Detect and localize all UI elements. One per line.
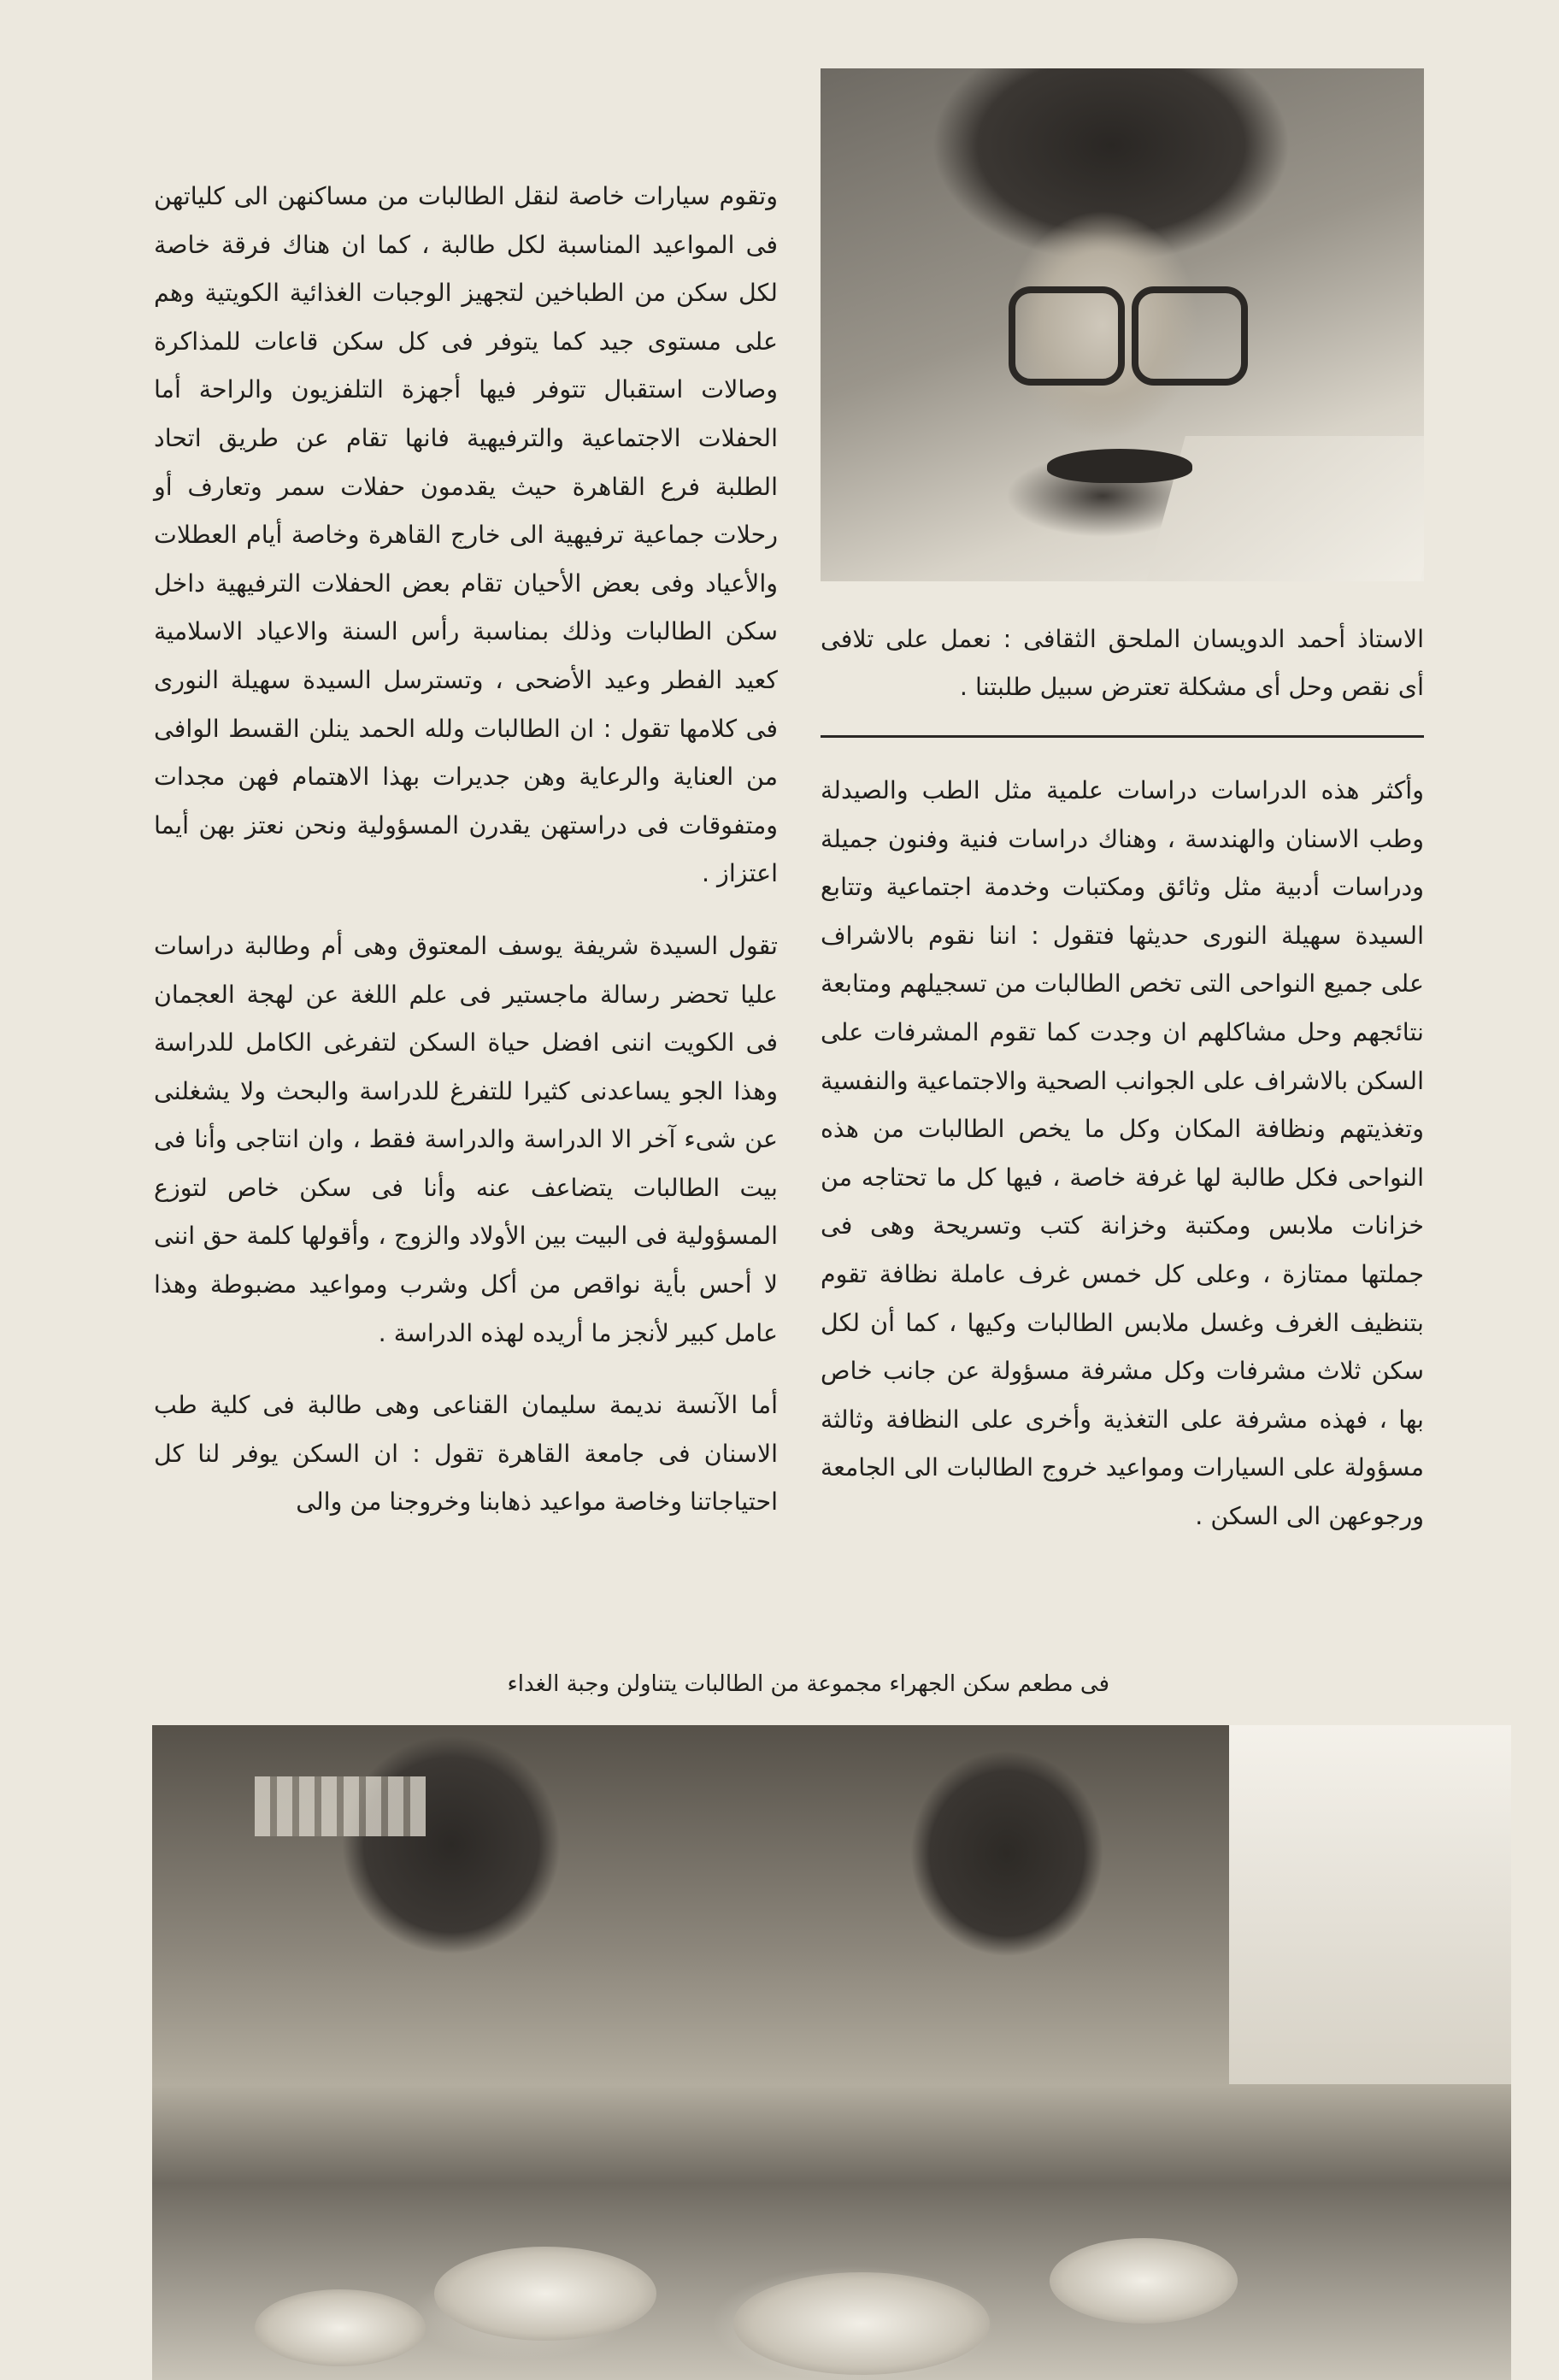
dining-plate xyxy=(733,2272,990,2375)
portrait-photo xyxy=(821,68,1424,581)
left-paragraph-1: وتقوم سيارات خاصة لنقل الطالبات من مساكنهن الى كلياتهن فى المواعيد المناسبة لكل طالبة ، كما ان هناك فرقة خاصة لكل سكن من الطباخين لتجهيز الوجبات الغذائية الكويتية وهم على مستوى جيد كما يتوفر فى كل سكن قاعات للمذاكرة وصالات استقبال تتوفر فيها أجهزة التلفزيون والراحة أما الحفلات الاجتماعية والترفيهية فانها تقام عن طريق اتحاد الطلبة فرع القاهرة حيث يقدمون حفلات سمر وتعارف أو رحلات جماعية ترفيهية الى خارج القاهرة وخاصة أيام العطلات والأعياد وفى بعض الأحيان تقام بعض الحفلات الترفيهية داخل سكن الطالبات وذلك بمناسبة رأس السنة والاعياد الاسلامية كعيد الفطر وعيد الأضحى ، وتسترسل السيدة سهيلة النورى فى كلامها تقول : ان الطالبات ولله الحمد ينلن القسط الوافى من العناية والرعاية وهن جديرات بهذا الاهتمام فهن مجدات ومتفوقات فى دراستهن يقدرن المسؤولية ونحن نعتز بهن أيما اعتزاز . xyxy=(154,182,778,888)
right-text-column xyxy=(821,767,1424,1541)
dining-photo xyxy=(152,1725,1511,2380)
dining-plate xyxy=(255,2289,426,2366)
left-paragraph-2: تقول السيدة شريفة يوسف المعتوق وهى أم وطالبة دراسات عليا تحضر رسالة ماجستير فى علم اللغة عن لهجة العجمان فى الكويت اننى افضل حياة السكن لتفرغى الكامل للدراسة وهذا الجو يساعدنى كثيرا للتفرغ للدراسة والبحث ولا يشغلنى عن شىء آخر الا الدراسة والدراسة فقط ، وان انتاجى وأنا فى بيت الطالبات يتضاعف عنه وأنا فى سكن خاص لتوزع المسؤولية فى البيت بين الأولاد والزوج ، وأقولها كلمة حق اننى لا أحس بأية نواقص من أكل وشرب ومواعيد مضبوطة وهذا عامل كبير لأنجز ما أريده لهذه الدراسة . xyxy=(154,931,778,1347)
dining-photo-caption: فى مطعم سكن الجهراء مجموعة من الطالبات يتناولن وجبة الغداء xyxy=(507,1671,1109,1697)
left-paragraph-3: أما الآنسة نديمة سليمان القناعى وهى طالبة فى كلية طب الاسنان فى جامعة القاهرة تقول : ان السكن يوفر لنا كل احتياجاتنا وخاصة مواعيد ذهابنا وخروجنا من والى xyxy=(154,1391,778,1517)
dining-plate xyxy=(434,2247,656,2341)
right-paragraph-1: وأكثر هذه الدراسات دراسات علمية مثل الطب والصيدلة وطب الاسنان والهندسة ، وهناك دراسات فنية وفنون جميلة ودراسات أدبية مثل وثائق ومكتبات وخدمة اجتماعية وتتابع السيدة سهيلة النورى حديثها فتقول : اننا نقوم بالاشراف على جميع النواحى التى تخص الطالبات من تسجيلهم ومتابعة نتائجهم وحل مشاكلهم ان وجدت كما تقوم المشرفات على السكن بالاشراف على الجوانب الصحية والاجتماعية والنفسية وتغذيتهم ونظافة المكان وكل ما يخص الطالبات من هذه النواحى فكل طالبة لها غرفة خاصة ، فيها كل ما تحتاجه من خزانات ملابس ومكتبة وخزانة كتب وتسريحة وهى فى جملتها ممتازة ، وعلى كل خمس غرف عاملة نظافة تقوم بتنظيف الغرف وغسل ملابس الطالبات وكيها ، كما أن لكل سكن ثلاث مشرفات وكل مشرفة مسؤولة عن جانب خاص بها ، فهذه مشرفة على التغذية وأخرى على النظافة وثالثة مسؤولة على السيارات ومواعيد خروج الطالبات الى الجامعة ورجوعهن الى السكن . xyxy=(821,776,1424,1530)
left-text-column xyxy=(154,173,778,1527)
portrait-caption: الاستاذ أحمد الدويسان الملحق الثقافى : نعمل على تلافى أى نقص وحل أى مشكلة تعترض سبيل طلبتنا . xyxy=(821,625,1424,701)
portrait-glasses xyxy=(1009,286,1248,380)
dining-glasses-tray xyxy=(255,1776,426,1836)
dining-plate xyxy=(1050,2238,1238,2324)
caption-divider xyxy=(821,735,1424,738)
dining-wall xyxy=(1229,1725,1511,2084)
portrait-mustache xyxy=(1047,449,1192,483)
